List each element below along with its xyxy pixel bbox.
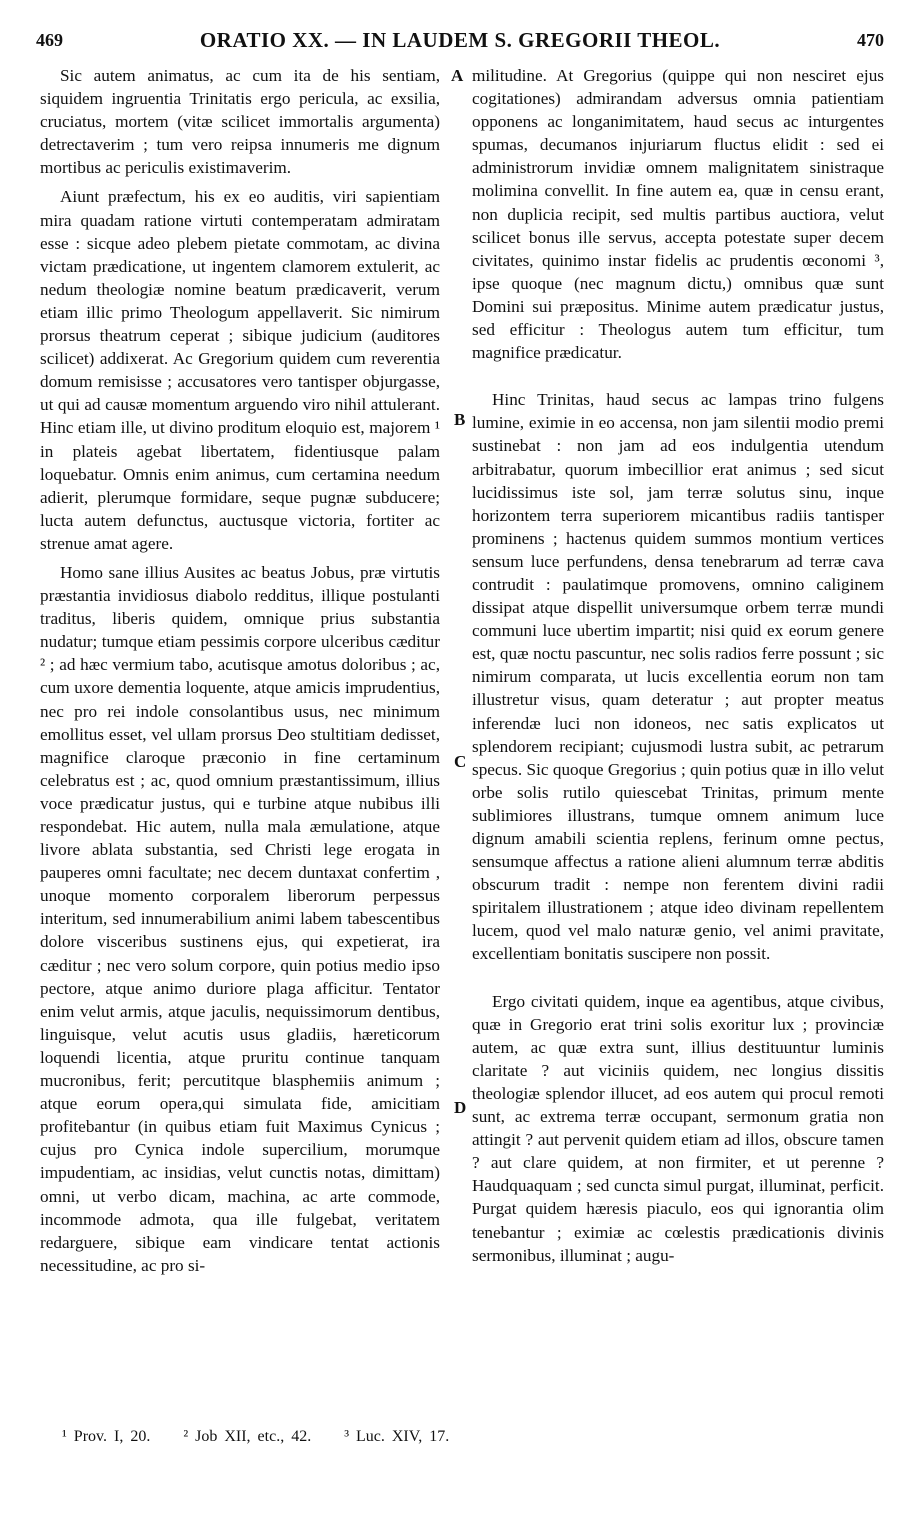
running-title: ORATIO XX. — IN LAUDEM S. GREGORII THEOL. (199, 28, 721, 52)
running-header (36, 20, 884, 52)
footnote: ³ Luc. XIV, 17. (344, 1428, 450, 1445)
margin-letter-c: C (454, 752, 467, 771)
footnotes (62, 1428, 449, 1446)
paragraph: militudine. At Gregorius (quippe qui non nesciret ejus cogitationes) admirandam adversus omnia patientiam opponens ac longanimitatem, haud secus ac inturgentes spumas, decumanos injuriarum fluctus elidit : sed ei administrorum invidiæ omnem malignitatem sinistraque molimina convellit. In fine autem ea, quæ in censu erant, non duplicia recipit, sed multis partibus auctiora, velut scilicet bonus ille servus, accepta potestate super decem civitates, quinimo instar fidelis ac prudentis œconomi ³, ipse quoque (nec magnum dictu,) omnibus quæ sunt Domini sui præpositus. Minime autem prædicatur justus, sed efficitur : Theologus autem tum efficitur, tum magnifice prædicatur. (472, 66, 884, 363)
margin-letter-b: B (454, 410, 466, 429)
paragraph: Homo sane illius Ausites ac beatus Jobus, præ virtutis præstantia invidiosus diabolo redditus, illique postulanti traditus, liberis quidem, omnique prius substantia nudatur; tumque etiam pessimis corpore ulceribus cæditur ² ; ad hæc vermium tabo, acutisque amotus doloribus ; ac, cum uxore dementia loquente, atque amicis imprudentius, nec pro rei indole consolantibus usus, nec minimum emollitus esset, vel ullam prorsus Deo stultitiam dedisset, magnifice claroque præconio in fine certaminum celebratus est ; ac, quod omnium præstantissimum, illius voce prædicatur justus, qui e turbine atque nubibus illi respondebat. Hic autem, nulla mala æmulatione, atque livore ablata substantia, sed Christi lege erogata in pauperes omni facultate; nec decem duntaxat confertim , unoque momento corporalem liberorum perpessus interitum, sed innumerabilium animi labem tabescentibus dolore visceribus sustinens ejus, qui expetierat, ira cæditur ; nec vero solum corpore, quin potius medio ipso pectore, atque animo duriore plaga afficitur. Tentator enim velut armis, atque jaculis, nequissimorum dentibus, linguisque, velut acutis usus gladiis, hæreticorum loquendi licentia, atque pruritu continue tanquam mucronibus, ferit; percutitque blasphemiis animum ; atque eorum opera,qui simulata fide, amicitiam profitebantur (in quibus etiam fuit Maximus Cynicus ; cujus pro Cynica indole supercilium, morumque impudentiam, ac insidias, velut cunctis notas, dimittam) omni, ut verbo dicam, machina, ac arte commode, incommode admota, qua ille fulgebat, veritatem redarguere, sibique eam vindicare tentat actionis necessitudine, ac pro si- (40, 562, 440, 1275)
page-number-left: 469 (36, 30, 63, 50)
left-column (40, 64, 440, 1277)
footnote: ² Job XII, etc., 42. (183, 1428, 312, 1445)
paragraph: Sic autem animatus, ac cum ita de his sentiam, siquidem ingruentia Trinitatis ergo pericula, ac exsilia, cruciatus, mortem (vitæ scilicet immortalis argumenta) detrectaverim ; tum vero reipsa innumeris me dignum mortibus ac periculis existimaverim. (40, 66, 440, 178)
paragraph: Aiunt præfectum, his ex eo auditis, viri sapientiam mira quadam ratione virtuti contemperatam admiratam esse : sicque adeo plebem pietate commotam, ac divina victam prædicatione, ut ingentem clamorem extulerit, ac nedum theologiæ nomine beatum prædicaverit, verum etiam illic primo Theologum appellaverit. Sic nimirum prorsus theatrum ceperat ; sibique judicium (auditores scilicet) addixerat. Ac Gregorium quidem cum reverentia domum remisisse ; accusatores vero tantisper objurgasse, ut qui ad causæ momentum arguendo viro nihil attulerant. Hinc etiam ille, ut divino proditum eloquio est, majorem ¹ in plateis agebat libertatem, fidentiusque palam loquebatur. Omnis enim animus, cum certamina needum adierit, plerumque formidare, seque pugnæ subducere; lucta autem defunctus, auctusque victoria, fortiter ac strenue amat agere. (40, 187, 440, 553)
page-number-right: 470 (857, 30, 884, 50)
footnote: ¹ Prov. I, 20. (62, 1428, 151, 1445)
margin-letter-d: D (454, 1098, 467, 1117)
right-column (472, 64, 884, 1267)
margin-letter-a: A (451, 66, 464, 85)
paragraph: Ergo civitati quidem, inque ea agentibus, atque civibus, quæ in Gregorio erat trini solis exoritur lux ; provinciæ autem, ac quæ extra sunt, illius destituuntur luminis claritate ? aut viciniis quidem, nec longius dissitis theologiæ splendor illucet, ad eos autem qui procul remoti sunt, ac extrema terræ occupant, sermonum gratia non attingit ? aut pervenit quidem etiam ad illos, obscure tamen ? aut clare quidem, at non firmiter, et ut perenne ? Haudquaquam ; sed cuncta simul purgat, illuminat, perficit. Purgat quidem hæresis piaculo, eos qui ignorantia olim tenebantur ; eximiæ ac cœlestis prædicationis divinis sermonibus, illuminat ; augu- (472, 991, 884, 1265)
paragraph: Hinc Trinitas, haud secus ac lampas trino fulgens lumine, eximie in eo accensa, non jam silentii modio premi sustinebat : non jam ad eos indulgentia utendum arbitrabatur, quorum imbecillior erat animus ; sed sicut lucidissimus iste sol, jam terræ solutus sinu, inque horizontem terra superiorem micantibus radiis tantisper prominens ; hactenus quidem summos montium vertices sensum luce perfundens, densa tenebrarum ad terræ cava contrudit : paulatimque promovens, omnino caliginem dissipat atque dispellit universumque orbem terræ mundi communi luce ubertim impartit; nisi quid ex eorum genere est, quæ noctu pascuntur, nec solis radios ferre possunt ; sic nimirum comparata, ut lucis excellentia eorum non tam illustretur visus, quam deteratur ; aut propter meatus inferendæ luci non idoneos, nec satis explicatos ut splendorem recipiant; cujusmodi lustra subit, ac petrarum specus. Sic quoque Gregorius ; quin potius quæ in illo velut orbe solis rutilo quiescebat Trinitas, primum mente sublimiores illustrans, tumque omnem animum luce dignum amabili scientia replens, ferinum omne pectus, sensumque affectus a ratione alieni alumnum terræ abditis obscurum tradit : nempe non ferentem divini radii spiritalem illustrationem ; atque ideo divinam repellentem lucem, quod vel malo naturæ genio, vel animi pravitate, excellentiam bonitatis suscipere non possit. (472, 390, 884, 964)
